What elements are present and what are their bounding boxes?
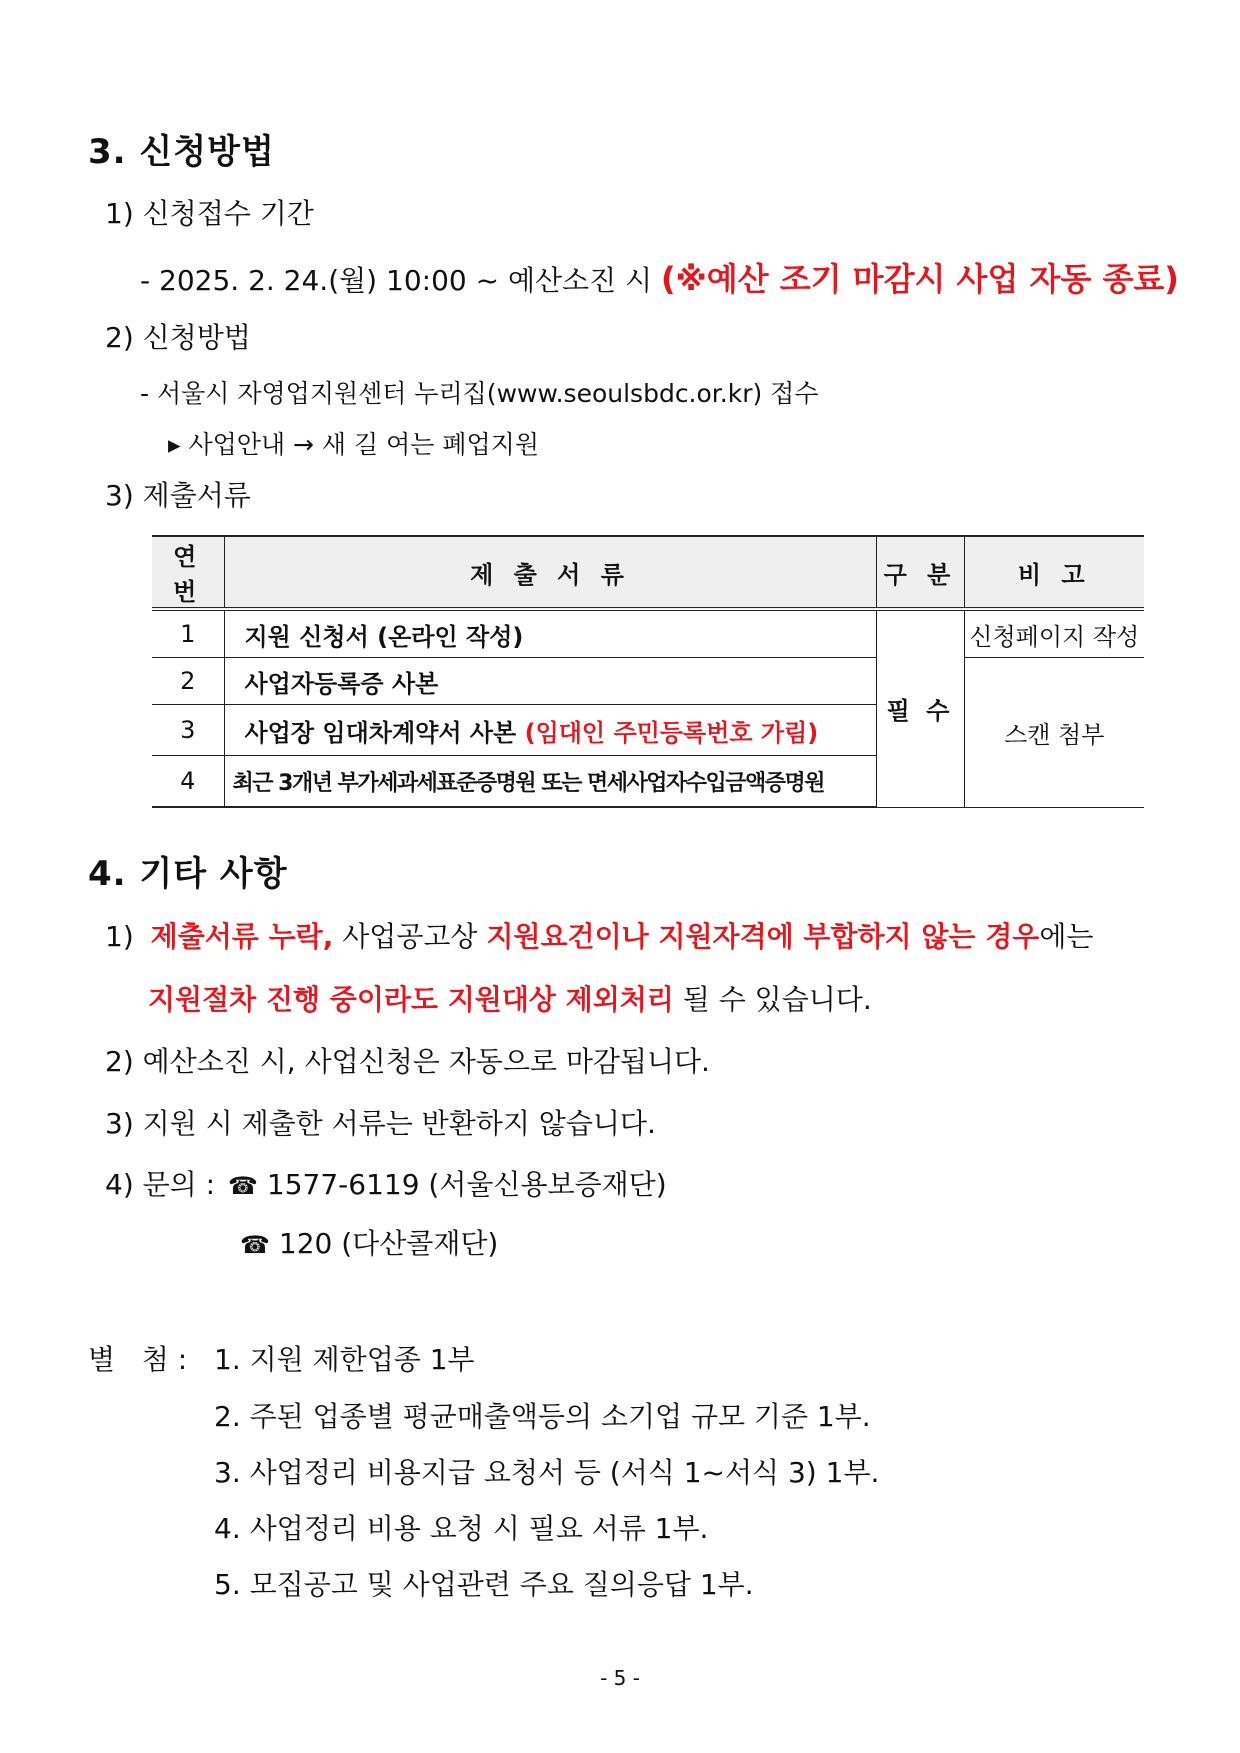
- item1-line1: [105, 915, 1093, 955]
- row-no: 4: [152, 756, 224, 808]
- phone-icon: ☎: [227, 1172, 258, 1200]
- row-note: 신청페이지 작성: [964, 609, 1144, 658]
- section3-heading: 3. 신청방법: [88, 132, 275, 172]
- item1-black1: 사업공고상: [333, 920, 487, 953]
- row-note: 스캔 첨부: [964, 658, 1144, 808]
- category-cell: 필 수: [876, 609, 964, 807]
- page-number: - 5 -: [600, 1666, 640, 1690]
- row-doc-name: 사업자등록증 사본: [224, 658, 876, 705]
- item4-line1: [105, 1163, 667, 1203]
- item1-line2: [148, 978, 872, 1018]
- table-header-row: [152, 536, 1144, 609]
- item1-black3: 될 수 있습니다.: [673, 983, 872, 1016]
- item1-red2: 지원요건이나 지원자격에 부합하지 않는 경우: [486, 920, 1040, 953]
- attachment-item: 3. 사업정리 비용지급 요청서 등 (서식 1~서식 3) 1부.: [214, 1456, 880, 1489]
- attachment-item: 4. 사업정리 비용 요청 시 필요 서류 1부.: [214, 1512, 709, 1545]
- documents-label: 3) 제출서류: [105, 479, 251, 512]
- item4-label: 4) 문의 :: [105, 1168, 216, 1201]
- header-category: 구 분: [876, 536, 964, 609]
- header-no: 연 번: [152, 536, 224, 609]
- attachment-item: 5. 모집공고 및 사업관련 주요 질의응답 1부.: [214, 1568, 754, 1601]
- period-label: 1) 신청접수 기간: [105, 197, 314, 230]
- row-no: 3: [152, 705, 224, 756]
- header-note: 비 고: [964, 536, 1144, 609]
- table-row: [152, 609, 1144, 658]
- attachment-item: 1. 지원 제한업종 1부: [214, 1343, 475, 1376]
- period-value: - 2025. 2. 24.(월) 10:00 ~ 예산소진 시: [140, 264, 653, 297]
- documents-table: [152, 535, 1144, 808]
- period-line: [140, 254, 1179, 300]
- item1-num: 1): [105, 920, 134, 953]
- item1-red1: 제출서류 누락,: [150, 920, 334, 953]
- table-row: [152, 658, 1144, 705]
- row-doc-name: [224, 705, 876, 756]
- item3: 3) 지원 시 제출한 서류는 반환하지 않습니다.: [105, 1107, 656, 1140]
- row-no: 1: [152, 609, 224, 658]
- method-line2: ▸ 사업안내 → 새 길 여는 폐업지원: [168, 430, 539, 459]
- period-note: (※예산 조기 마감시 사업 자동 종료): [661, 260, 1179, 298]
- item4-line2: [240, 1222, 498, 1262]
- method-line1: - 서울시 자영업지원센터 누리집(www.seoulsbdc.or.kr) 접수: [140, 379, 819, 408]
- row-no: 2: [152, 658, 224, 705]
- row-doc-name: 지원 신청서 (온라인 작성): [224, 609, 876, 658]
- contact2: 120 (다산콜재단): [278, 1227, 499, 1260]
- attachment-item: 2. 주된 업종별 평균매출액등의 소기업 규모 기준 1부.: [214, 1400, 871, 1433]
- row-doc-name-main: 사업장 임대차계약서 사본: [244, 718, 525, 747]
- header-docs: 제 출 서 류: [224, 536, 876, 609]
- contact1: 1577-6119 (서울신용보증재단): [266, 1168, 667, 1201]
- row-doc-name-red: (임대인 주민등록번호 가림): [524, 718, 819, 747]
- phone-icon: ☎: [240, 1231, 270, 1259]
- item1-black2: 에는: [1039, 920, 1094, 953]
- method-label: 2) 신청방법: [105, 321, 251, 354]
- item1-red3: 지원절차 진행 중이라도 지원대상 제외처리: [148, 983, 674, 1016]
- section4-heading: 4. 기타 사항: [88, 854, 288, 894]
- item2: 2) 예산소진 시, 사업신청은 자동으로 마감됩니다.: [105, 1045, 710, 1078]
- row-doc-name: 최근 3개년 부가세과세표준증명원 또는 면세사업자수입금액증명원: [224, 756, 876, 808]
- attachments-label: 별 첨 :: [88, 1343, 188, 1376]
